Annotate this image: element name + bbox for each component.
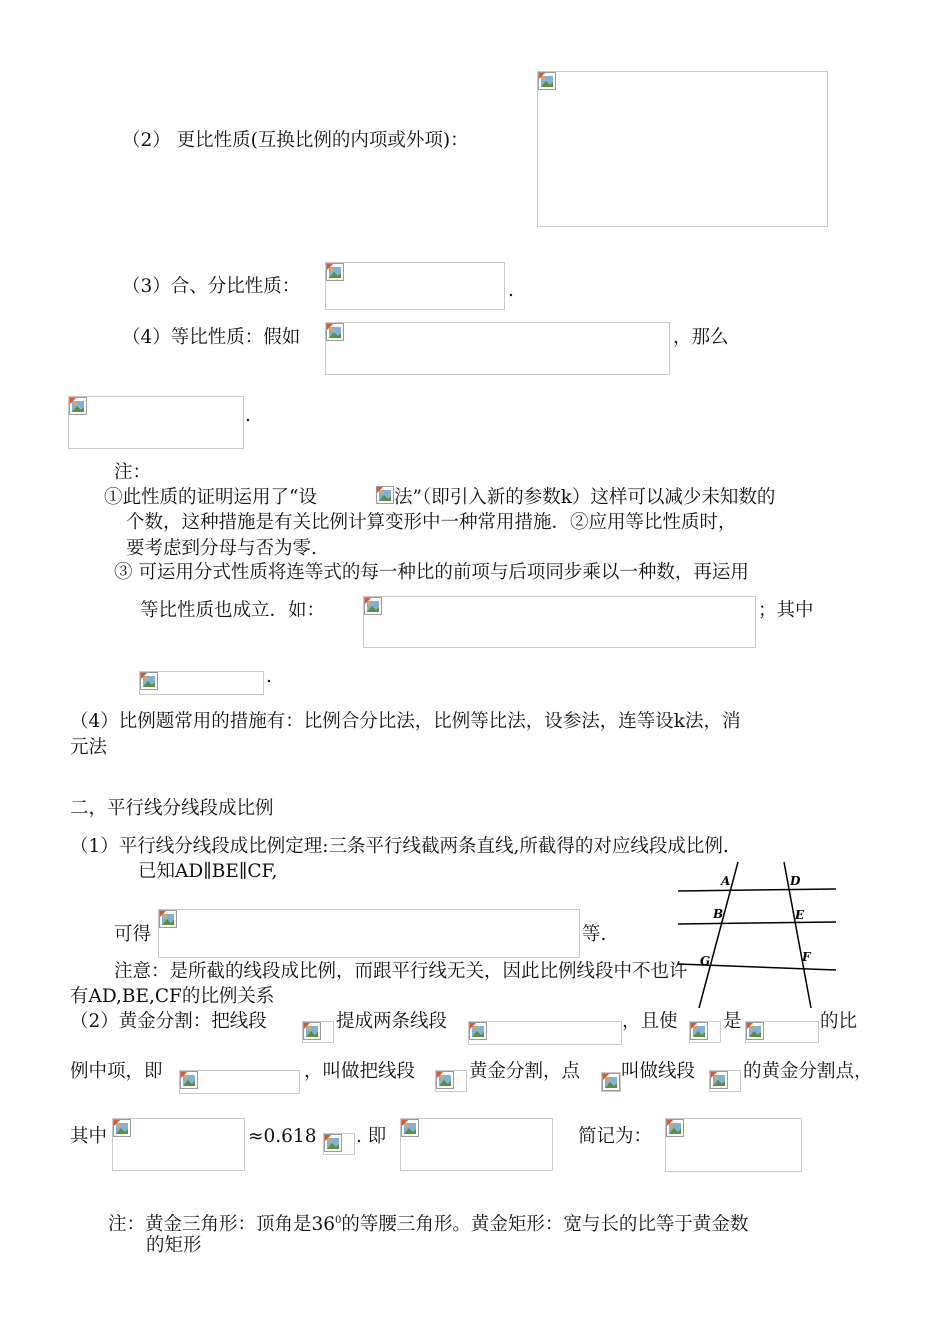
golden-note-text: 注：黄金三角形：顶角是36 bbox=[108, 1214, 336, 1236]
period: . bbox=[266, 666, 272, 687]
note-line5: 等比性质也成立．如： bbox=[140, 600, 326, 621]
period: . bbox=[245, 405, 251, 426]
broken-image-icon bbox=[180, 1071, 198, 1089]
golden-c: ，且使 bbox=[622, 1011, 678, 1032]
golden-a: （2）黄金分割：把线段 bbox=[70, 1011, 267, 1032]
broken-image-icon bbox=[469, 1022, 487, 1040]
inline-image bbox=[376, 486, 394, 504]
note-line4: ③ 可运用分式性质将连等式的每一种比的前项与后项同步乘以一种数，再运用 bbox=[114, 562, 749, 583]
broken-image-icon bbox=[326, 323, 344, 341]
note-line5b: ；其中 bbox=[758, 600, 814, 621]
broken-image-icon bbox=[69, 397, 87, 415]
item3-label: （3）合、分比性质： bbox=[122, 276, 301, 297]
golden-note-line1 bbox=[108, 1210, 748, 1236]
golden-l: ≈0.618 bbox=[248, 1126, 317, 1147]
golden-f: 例中项，即 bbox=[70, 1061, 163, 1082]
golden-n: 简记为： bbox=[578, 1126, 653, 1147]
golden-i: 叫做线段 bbox=[621, 1061, 696, 1082]
golden-j: 的黄金分割点， bbox=[743, 1061, 873, 1082]
point-label-b: B bbox=[713, 907, 724, 921]
attention-line2: 有AD,BE,CF的比例关系 bbox=[70, 986, 275, 1007]
formula-image bbox=[112, 1118, 245, 1171]
point-label-d: D bbox=[790, 874, 801, 888]
theorem-line2: 已知AD∥BE∥CF, bbox=[138, 861, 278, 882]
period: . bbox=[508, 280, 514, 301]
broken-image-icon bbox=[113, 1119, 131, 1137]
broken-image-icon bbox=[710, 1071, 728, 1089]
golden-k: 其中 bbox=[70, 1126, 108, 1147]
note-line1b: 法”（即引入新的参数k）这样可以减少未知数的 bbox=[394, 487, 776, 508]
formula-image bbox=[689, 1021, 721, 1043]
golden-note-text-b: 的等腰三角形。黄金矩形：宽与长的比等于黄金数 bbox=[341, 1214, 749, 1236]
formula-image bbox=[158, 909, 580, 958]
broken-image-icon bbox=[401, 1119, 419, 1137]
deng: 等. bbox=[582, 924, 607, 945]
formula-image bbox=[363, 596, 756, 648]
formula-image bbox=[68, 396, 244, 449]
broken-image-icon bbox=[326, 263, 344, 281]
methods-line1: （4）比例题常用的措施有：比例合分比法，比例等比法，设参法，连等设k法，消 bbox=[70, 711, 741, 732]
note-line3: 要考虑到分母与否为零. bbox=[126, 538, 317, 559]
kede: 可得 bbox=[114, 924, 152, 945]
item2-label: （2） 更比性质(互换比例的内项或外项)： bbox=[122, 130, 469, 151]
note-line1: ①此性质的证明运用了“设 bbox=[104, 487, 317, 508]
formula-image bbox=[139, 671, 264, 695]
theorem-line1: （1）平行线分线段成比例定理:三条平行线截两条直线,所截得的对应线段成比例. bbox=[70, 836, 729, 857]
degree-sup: 0 bbox=[335, 1215, 342, 1226]
item4-label: （4）等比性质：假如 bbox=[122, 327, 301, 348]
golden-g: ，叫做把线段 bbox=[304, 1061, 416, 1082]
formula-image bbox=[179, 1070, 300, 1094]
formula-image bbox=[601, 1072, 621, 1092]
formula-image bbox=[709, 1070, 741, 1092]
formula-image bbox=[665, 1118, 802, 1172]
note-title: 注： bbox=[114, 462, 152, 483]
broken-image-icon bbox=[690, 1022, 708, 1040]
attention-line1: 注意：是所截的线段成比例，而跟平行线无关，因此比例线段中不也许 bbox=[114, 961, 688, 982]
point-label-f: F bbox=[802, 950, 811, 964]
section-heading: 二，平行线分线段成比例 bbox=[70, 798, 274, 819]
formula-image bbox=[325, 262, 505, 310]
formula-image bbox=[468, 1021, 622, 1045]
broken-image-icon bbox=[538, 72, 556, 90]
golden-d: 是 bbox=[723, 1011, 742, 1032]
golden-b: 提成两条线段 bbox=[336, 1011, 448, 1032]
point-label-g: G bbox=[700, 954, 711, 968]
broken-image-icon bbox=[746, 1022, 764, 1040]
formula-image bbox=[537, 71, 828, 227]
formula-image bbox=[400, 1118, 553, 1171]
golden-e: 的比 bbox=[820, 1011, 858, 1032]
note-line2: 个数，这种措施是有关比例计算变形中一种常用措施．②应用等比性质时， bbox=[126, 512, 737, 533]
golden-m: . 即 bbox=[356, 1126, 387, 1147]
broken-image-icon bbox=[666, 1119, 684, 1137]
broken-image-icon bbox=[436, 1071, 454, 1089]
formula-image bbox=[435, 1070, 467, 1092]
golden-note-line2: 的矩形 bbox=[146, 1235, 202, 1256]
broken-image-icon bbox=[324, 1134, 342, 1152]
formula-image bbox=[302, 1021, 334, 1043]
methods-line2: 元法 bbox=[70, 737, 108, 758]
formula-image bbox=[323, 1133, 355, 1155]
broken-image-icon bbox=[159, 910, 177, 928]
broken-image-icon bbox=[364, 597, 382, 615]
broken-image-icon bbox=[602, 1073, 620, 1091]
point-label-a: A bbox=[721, 874, 731, 888]
broken-image-icon bbox=[303, 1022, 321, 1040]
golden-h: 黄金分割，点 bbox=[469, 1061, 581, 1082]
formula-image bbox=[745, 1021, 819, 1043]
broken-image-icon bbox=[376, 486, 394, 504]
parallel-lines-diagram bbox=[672, 858, 842, 1010]
point-label-e: E bbox=[795, 908, 805, 922]
item4-then: ，那么 bbox=[673, 327, 729, 348]
formula-image bbox=[325, 322, 670, 375]
broken-image-icon bbox=[140, 672, 158, 690]
